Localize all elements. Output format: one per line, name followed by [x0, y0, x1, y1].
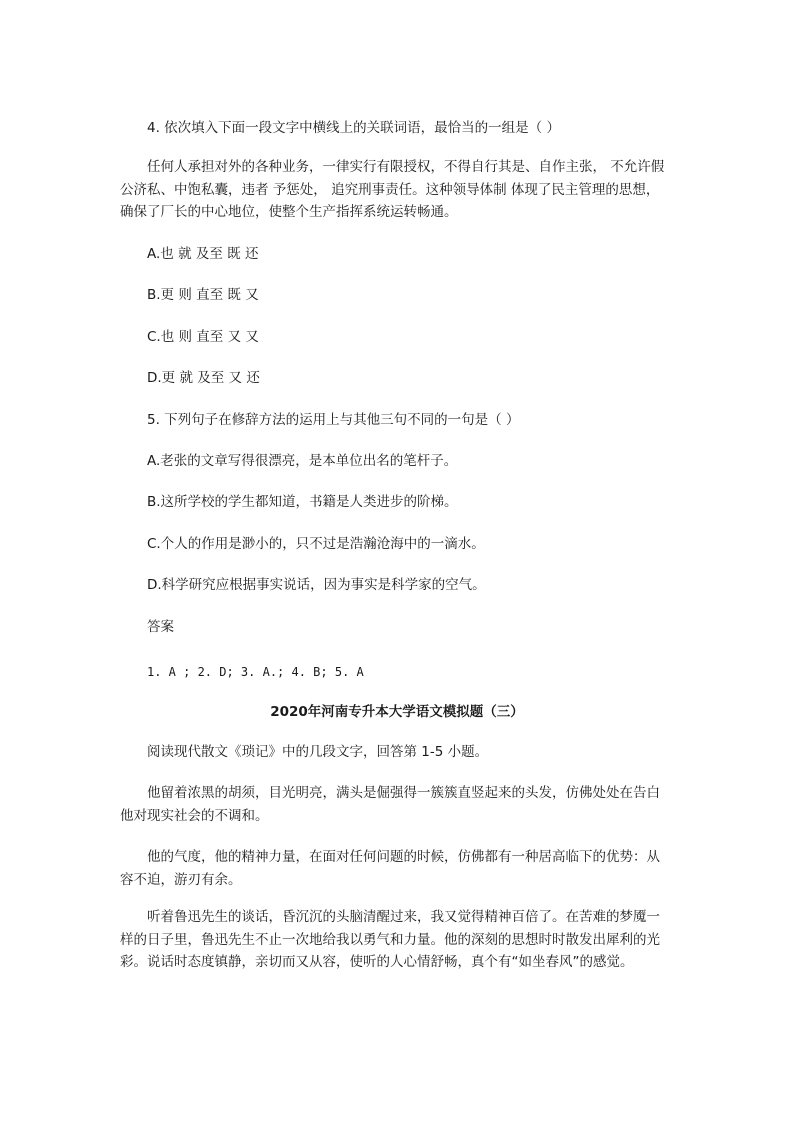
- question-5-option-a: A.老张的文章写得很漂亮，是本单位出名的笔杆子。: [147, 453, 458, 469]
- reading-paragraph-1: 他留着浓黑的胡须，目光明亮，满头是倔强得一簇簇直竖起来的头发，仿佛处处在告白他对现实社会的不调和。: [120, 785, 660, 824]
- question-4-option-c: C.也 则 直至 又 又: [147, 329, 259, 345]
- question-4-option-d: D.更 就 及至 又 还: [147, 370, 260, 386]
- section-title: 2020年河南专升本大学语文模拟题（三）: [270, 704, 524, 720]
- question-5-stem: 5. 下列句子在修辞方法的运用上与其他三句不同的一句是（ ）: [147, 412, 520, 428]
- question-4-stem: 4. 依次填入下面一段文字中横线上的关联词语，最恰当的一组是（ ）: [147, 120, 560, 136]
- question-4-option-a: A.也 就 及至 既 还: [147, 246, 259, 262]
- answer-label: 答案: [147, 619, 174, 635]
- question-4-passage: 任何人承担对外的各种业务，一律实行有限授权，不得自行其是、自作主张， 不允许假公济私、中饱私囊，违者 予惩处， 追究刑事责任。这种领导体制 体现了民主管理的思想， 确保了厂长的中心地位，使整个生产指挥系统运转畅通。: [120, 159, 665, 220]
- question-5-option-c: C.个人的作用是渺小的，只不过是浩瀚沧海中的一滴水。: [147, 536, 485, 552]
- reading-paragraph-2: 他的气度，他的精神力量，在面对任何问题的时候，仿佛都有一种居高临下的优势：从容不迫，游刃有余。: [120, 849, 660, 888]
- answer-text: 1. A ; 2. D; 3. A.; 4. B; 5. A: [147, 665, 364, 679]
- reading-intro: 阅读现代散文《琐记》中的几段文字，回答第 1-5 小题。: [147, 744, 489, 760]
- question-5-option-d: D.科学研究应根据事实说话，因为事实是科学家的空气。: [147, 577, 486, 593]
- question-5-option-b: B.这所学校的学生都知道，书籍是人类进步的阶梯。: [147, 494, 458, 510]
- reading-paragraph-3: 听着鲁迅先生的谈话，昏沉沉的头脑清醒过来，我又觉得精神百倍了。在苦难的梦魇一样的日子里，鲁迅先生不止一次地给我以勇气和力量。他的深刻的思想时时散发出犀利的光彩。说话时态度镇静，亲切而又从容，使听的人心情舒畅，真个有“如坐春风”的感觉。: [120, 909, 660, 970]
- question-4-option-b: B.更 则 直至 既 又: [147, 287, 259, 303]
